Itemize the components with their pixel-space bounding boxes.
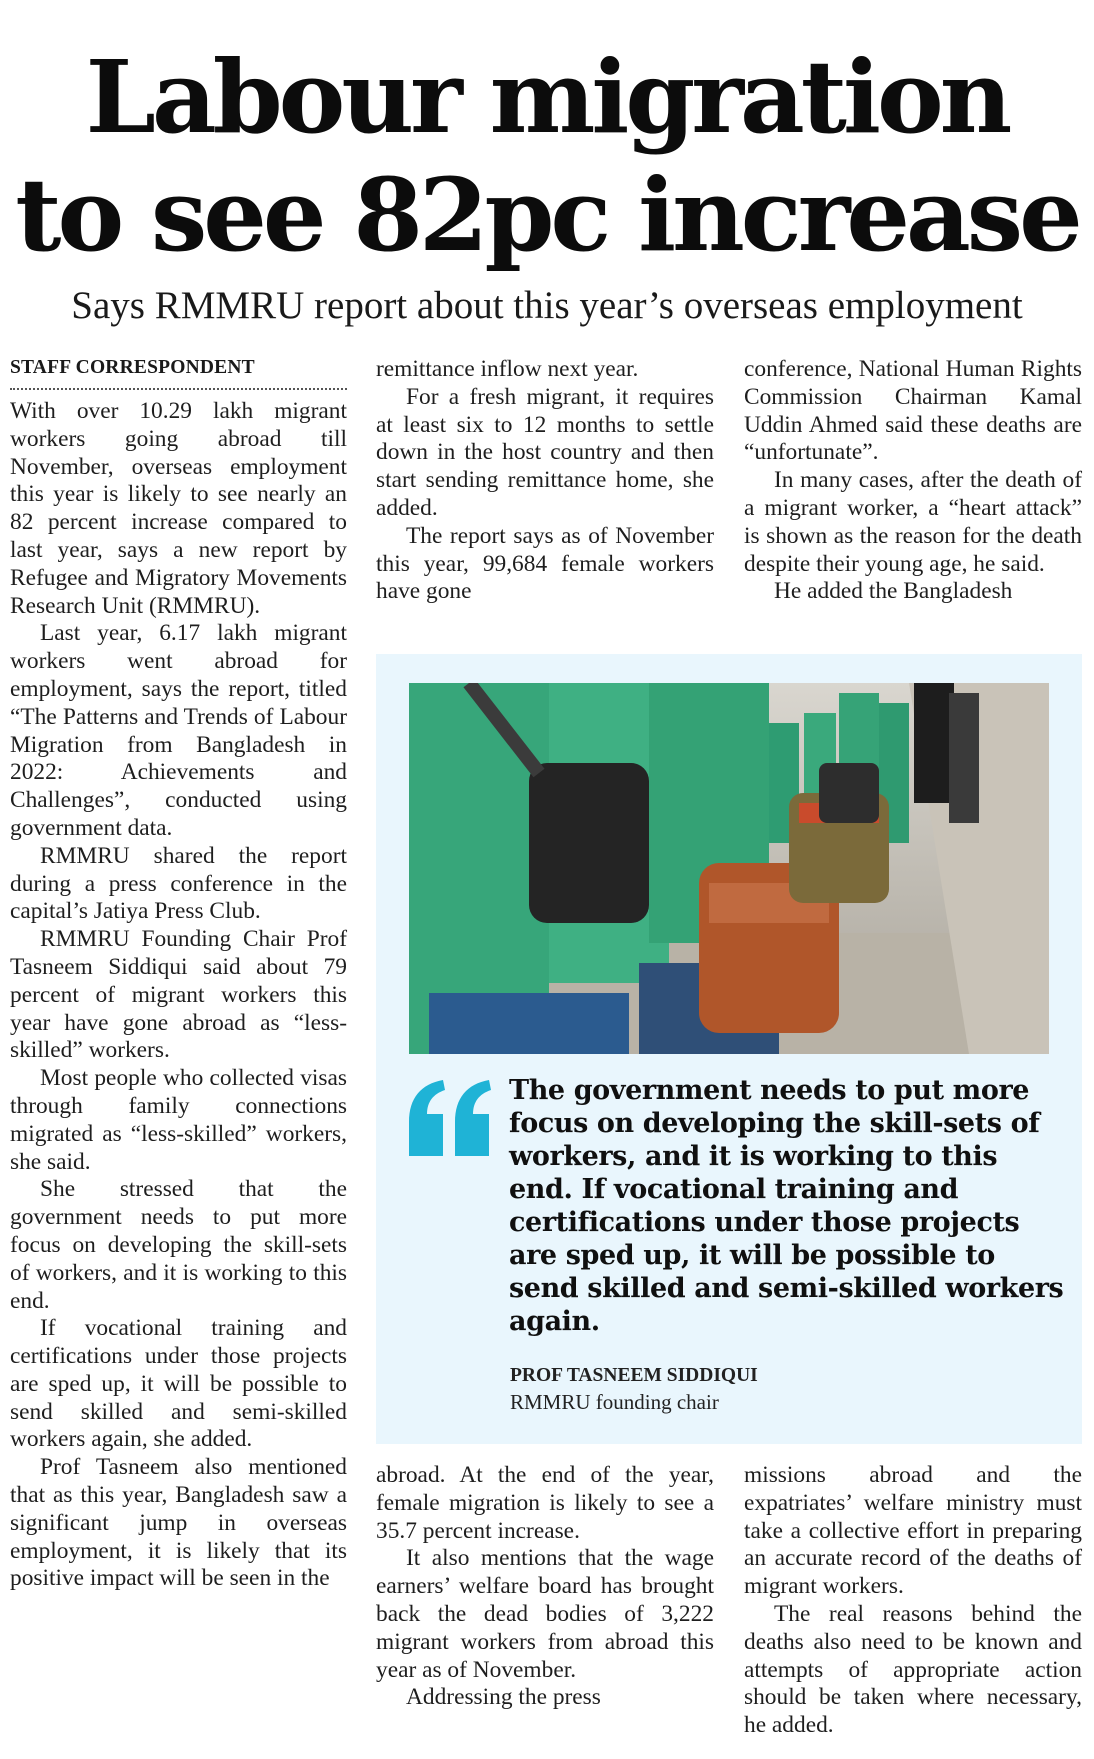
headline-line-2: to see 82pc increase (15, 156, 1079, 274)
article-column-2-bottom (376, 1462, 714, 1712)
paragraph: abroad. At the end of the year, female migration is likely to see a 35.7 percent increase. (376, 1462, 714, 1544)
pullquote-author: PROF TASNEEM SIDDIQUI (510, 1365, 758, 1386)
headline (0, 38, 1094, 274)
paragraph: The report says as of November this year, 99,684 female workers have gone (376, 522, 714, 605)
paragraph: She stressed that the government needs to put more focus on developing the skill-sets of workers, and it is working to this end. (10, 1176, 347, 1314)
paragraph: With over 10.29 lakh migrant workers going abroad till November, overseas employment this year is likely to see nearly an 82 percent increase compared to last year, says a new report by Refugee and Migratory Movements Research Unit (RMMRU). (10, 398, 347, 619)
paragraph: The real reasons behind the deaths also need to be known and attempts of appropriate action should be taken where necessary, he added. (744, 1600, 1082, 1739)
paragraph: RMMRU Founding Chair Prof Tasneem Siddiqui said about 79 percent of migrant workers this year have gone abroad as “less-skilled” workers. (10, 926, 347, 1064)
paragraph: It also mentions that the wage earners’ welfare board has brought back the dead bodies of 3,222 migrant workers from abroad this year as of November. (376, 1545, 714, 1683)
paragraph: Addressing the press (406, 1684, 601, 1711)
article-column-2-top (376, 356, 714, 606)
article-column-3-top (744, 356, 1082, 606)
paragraph: missions abroad and the expatriates’ welfare ministry must take a collective effort in preparing an accurate record of the deaths of migrant workers. (744, 1462, 1082, 1600)
byline: STAFF CORRESPONDENT (10, 356, 347, 390)
paragraph: If vocational training and certifications under those projects are sped up, it will be possible to send skilled and semi-skilled workers again, she added. (10, 1315, 347, 1453)
paragraph: Most people who collected visas through family connections migrated as “less-skilled” workers, she said. (10, 1065, 347, 1175)
migrant-workers-photo (409, 683, 1049, 1054)
subheadline: Says RMMRU report about this year’s overseas employment (71, 284, 1023, 327)
paragraph: He added the Bangladesh (774, 578, 1013, 605)
paragraph: conference, National Human Rights Commission Chairman Kamal Uddin Ahmed said these deaths are “unfortunate”. (744, 356, 1082, 466)
headline-line-1: Labour migration (85, 38, 1009, 156)
paragraph: Last year, 6.17 lakh migrant workers went abroad for employment, says the report, titled “The Patterns and Trends of Labour Migration from Bangladesh in 2022: Achievements and Challenges”, conducted using government data. (10, 620, 347, 841)
paragraph: Prof Tasneem also mentioned that as this year, Bangladesh saw a significant jump in overseas employment, it is likely that its positive impact will be seen in the (10, 1454, 347, 1592)
paragraph: RMMRU shared the report during a press conference in the capital’s Jatiya Press Club. (10, 842, 347, 925)
paragraph: For a fresh migrant, it requires at least six to 12 months to settle down in the host country and then start sending remittance home, she added. (376, 383, 714, 521)
pullquote-role: RMMRU founding chair (510, 1390, 719, 1414)
quote-mark-icon (405, 1078, 495, 1158)
pullquote-text: The government needs to put more focus on developing the skill-sets of workers, and it is working to this end. If vocational training and certifications under those projects are sped up, it will be possible to send skilled and semi-skilled workers again. (509, 1075, 1064, 1337)
paragraph: In many cases, after the death of a migrant worker, a “heart attack” is shown as the reason for the death despite their young age, he said. (744, 467, 1082, 577)
article-column-3-bottom (744, 1462, 1082, 1740)
paragraph: remittance inflow next year. (376, 356, 639, 382)
article-column-1 (10, 356, 347, 1593)
